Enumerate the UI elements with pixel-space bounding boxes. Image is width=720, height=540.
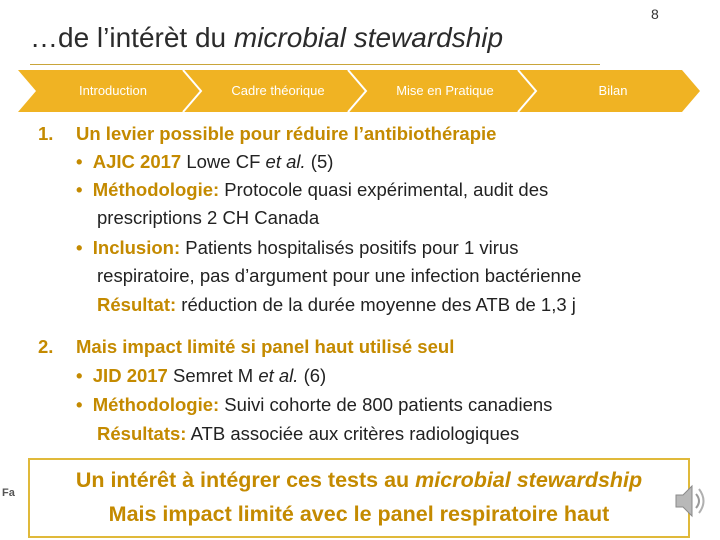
section-1-result: Résultat: réduction de la durée moyenne des ATB de 1,3 j — [97, 294, 576, 315]
section-1-bullet-inclusion: • Inclusion: Patients hospitalisés positifs pour 1 virus — [76, 237, 519, 258]
section-2-heading: Mais impact limité si panel haut utilisé seul — [76, 336, 455, 357]
step-bilan[interactable]: Bilan — [598, 83, 628, 98]
step-cadre-theorique[interactable]: Cadre théorique — [231, 83, 325, 98]
section-2-number: 2. — [38, 336, 54, 357]
section-1-number: 1. — [38, 123, 54, 144]
step-introduction[interactable]: Introduction — [79, 83, 147, 98]
title-emphasis: microbial stewardship — [233, 22, 504, 53]
section-1-inclusion-cont: respiratoire, pas d’argument pour une infection bactérienne — [97, 265, 582, 286]
section-2-bullet-methodologie: • Méthodologie: Suivi cohorte de 800 patients canadiens — [76, 394, 553, 415]
section-1-bullet-methodologie: • Méthodologie: Protocole quasi expérimental, audit des — [76, 179, 549, 200]
section-2-bullet-jid: • JID 2017 Semret M et al. (6) — [76, 365, 327, 386]
title-prefix: …de l’intérèt du — [30, 22, 234, 53]
conclusion-box — [28, 458, 690, 538]
side-text-fragment: Fa — [2, 487, 15, 499]
section-1-bullet-ajic: • AJIC 2017 Lowe CF et al. (5) — [76, 151, 334, 172]
step-mise-en-pratique[interactable]: Mise en Pratique — [396, 83, 494, 98]
conclusion-line-2: Mais impact limité avec le panel respiratoire haut — [108, 502, 610, 526]
conclusion-line-1: Un intérêt à intégrer ces tests au microbial stewardship — [75, 468, 643, 492]
section-1-heading: Un levier possible pour réduire l’antibiothérapie — [76, 123, 497, 144]
section-1-methodologie-cont: prescriptions 2 CH Canada — [97, 207, 320, 228]
section-2-result: Résultats: ATB associée aux critères radiologiques — [97, 423, 520, 444]
speaker-icon[interactable] — [672, 478, 706, 529]
page-number: 8 — [651, 6, 659, 22]
